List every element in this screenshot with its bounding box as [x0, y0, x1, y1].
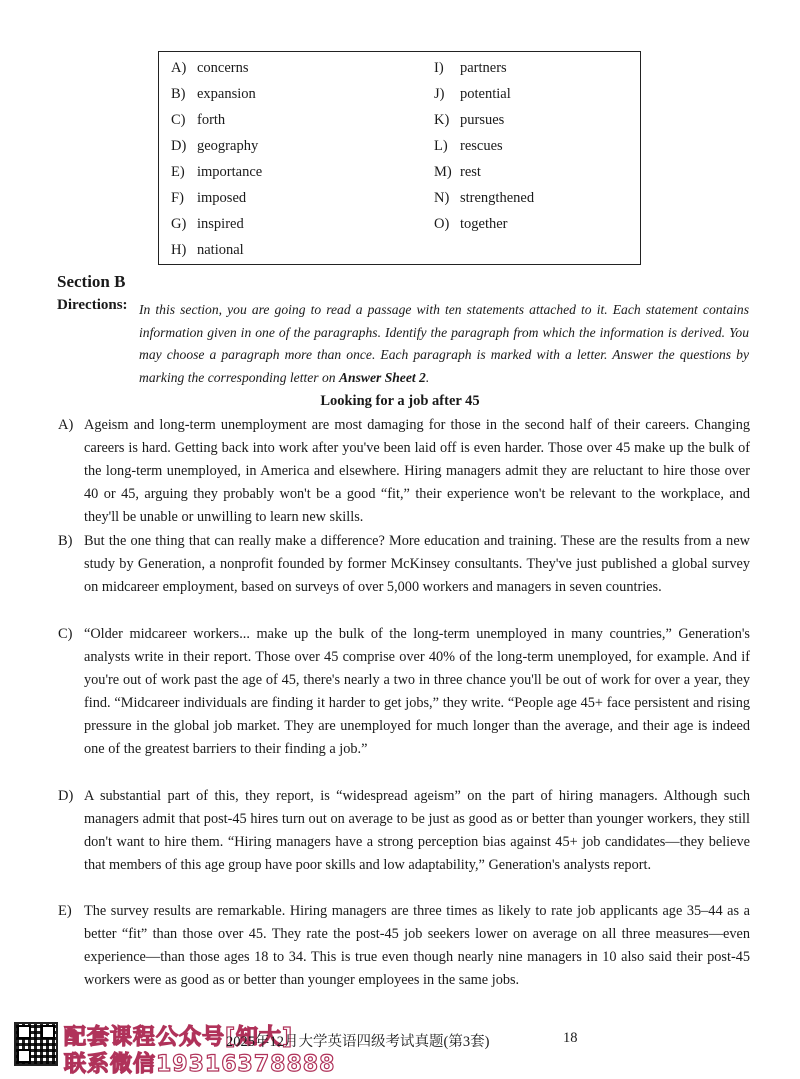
passage-title: Looking for a job after 45 [320, 393, 480, 409]
paragraph-text: “Older midcareer workers... make up the bulk of the long-term unemployed in many countries,” Generation's analysts write in their report. Those over 45 comprise over 40% of the long-term unemployed, for example. And if you're out of work past the age of 45, there's nearly a two in three chance you'll be out of work for over a year, they find. “Midcareer individuals are finding it harder to get jobs,” they write. “People age 45+ face persistent and rising pressure in the global job market. They are unemployed for much longer than the average, and their age is indeed one of the greatest barriers to their finding a job.” [84, 626, 750, 758]
directions-label: Directions: [57, 297, 128, 313]
word-option: F) imposed [171, 190, 247, 206]
word-option: A) concerns [171, 60, 249, 76]
word-option: M) rest [434, 164, 481, 180]
word-option: H) national [171, 242, 244, 258]
qr-code-icon [14, 1022, 58, 1066]
word-option: I) partners [434, 60, 507, 76]
answer-sheet-reference: Answer Sheet 2 [338, 369, 426, 385]
watermark-top: 配套课程公众号[知大] [64, 1025, 294, 1050]
section-title: Section B [57, 272, 126, 291]
watermark-bottom: 联系微信19316378888 [64, 1052, 336, 1077]
word-option: J) potential [434, 86, 511, 102]
word-option: E) importance [171, 164, 263, 180]
paragraph-text: Ageism and long-term unemployment are most damaging for those in the second half of their careers. Changing careers is hard. Getting back into work after you've been laid off is even harder. Those over 45 make up the bulk of the long-term unemployed, in America and elsewhere. Hiring managers admit they are reluctant to hire those over 40 or 45, arguing they probably won't be a good “fit,” their experience won't be relevant to the workplace, and they'll be unable or unwilling to learn new skills. [84, 417, 750, 526]
word-option: C) forth [171, 112, 226, 128]
paragraph-label: D) [58, 788, 74, 804]
word-option: K) pursues [434, 112, 505, 128]
word-bank-box [158, 51, 641, 265]
paragraph-label: A) [58, 417, 74, 433]
word-option: O) together [434, 216, 508, 232]
paragraph-label: B) [58, 533, 73, 549]
paragraph-text: A substantial part of this, they report, is “widespread ageism” on the part of hiring managers. Although such managers admit that post-45 hires turn out on average to be just as good as or better than younger workers, they still don't want to hire them. “Hiring managers have a strong perception bias against 45+ job candidates—they believe that members of this age group have poor skills and low adaptability,” Generation's analysts report. [84, 788, 750, 874]
paragraph-label: E) [58, 903, 72, 919]
word-option: D) geography [171, 138, 259, 154]
paragraph-label: C) [58, 626, 73, 642]
word-option: G) inspired [171, 216, 244, 232]
page-number: 18 [563, 1030, 578, 1046]
word-option: L) rescues [434, 138, 503, 154]
word-bank-right-column [434, 58, 534, 240]
word-option: B) expansion [171, 86, 256, 102]
word-bank-left-column [171, 58, 262, 266]
paragraph-text: The survey results are remarkable. Hiring managers are three times as likely to rate job applicants age 35–44 as a better “fit” than those over 45. They rate the post-45 job seekers lower on average on all three measures—even experience—than those ages 18 to 34. This is true even though nearly nine managers in 10 also said their post-45 workers were as good as or better than younger employees in the same jobs. [84, 903, 750, 989]
word-option: N) strengthened [434, 190, 535, 206]
exam-title-footer: 2025年12月大学英语四级考试真题(第3套) [226, 1034, 490, 1050]
directions-text: In this section, you are going to read a passage with ten statements attached to it. Each statement contains information given in one of the paragraphs. Identify the paragraph from which the information is derived. You may choose a paragraph more than once. Each paragraph is marked with a letter. Answer the questions by marking the corresponding letter on Answer Sheet 2. [139, 302, 749, 385]
paragraph-text: But the one thing that can really make a difference? More education and training. These are the results from a new study by Generation, a nonprofit founded by former McKinsey consultants. They've just published a global survey on midcareer employment, based on surveys of over 5,000 workers and managers in seven countries. [84, 533, 750, 596]
